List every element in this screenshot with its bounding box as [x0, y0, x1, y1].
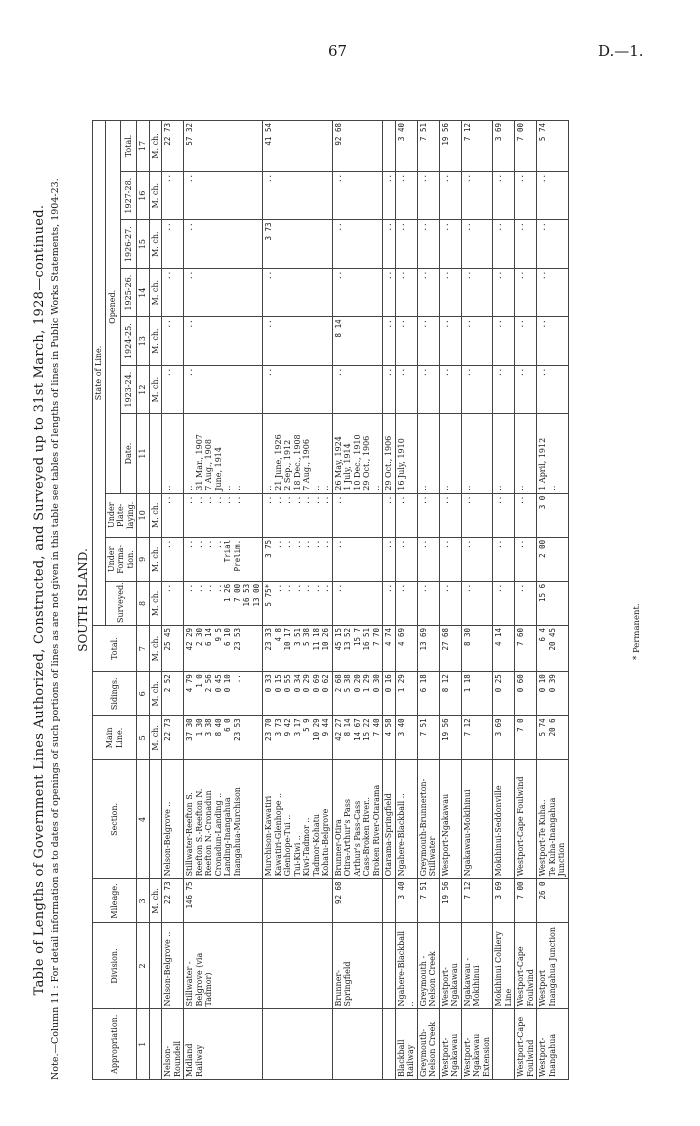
table-row: [493, 121, 515, 1080]
header-total: Total.: [93, 625, 137, 671]
cell-main: 3 69: [493, 716, 515, 760]
cell-formation: ..: [162, 537, 184, 581]
document-code: D.—1.: [598, 42, 644, 60]
header-1926-27: 1926-27.: [121, 220, 137, 268]
cell-surveyed: ..: [332, 581, 383, 625]
cell-formation: ..: [493, 537, 515, 581]
column-number: 11: [137, 414, 150, 493]
cell-y1925: ..: [332, 268, 383, 316]
cell-division: Westport Inangahua Junction: [537, 923, 569, 1009]
table-row: [395, 121, 417, 1080]
cell-appropriation: Westport-Cape Foulwind: [515, 1009, 537, 1080]
cell-surveyed: 5 75* .. .. .. .. .. ..: [263, 581, 333, 625]
cell-y1927: ..: [493, 171, 515, 219]
table-row: [263, 121, 333, 1080]
cell-date: ..: [493, 414, 515, 493]
cell-y1924: ..: [162, 317, 184, 365]
cell-mileage: 146 75: [184, 879, 263, 923]
table-row: [461, 121, 493, 1080]
cell-date: ..: [461, 414, 493, 493]
cell-y1926: ..: [417, 220, 439, 268]
cell-section: Westport-Ngakawau: [439, 760, 461, 879]
cell-main: 7 0: [515, 716, 537, 760]
cell-total: 7 60: [515, 625, 537, 671]
cell-mileage: 3 40: [395, 879, 417, 923]
header-division: Division.: [93, 923, 137, 1009]
column-number: 7: [137, 625, 150, 671]
cell-sidings: 0 10 0 39: [537, 672, 569, 716]
cell-mileage: 22 73: [162, 879, 184, 923]
cell-y1926: ..: [383, 220, 396, 268]
table-row: [332, 121, 383, 1080]
table-title: Table of Lengths of Government Lines Authorized, Constructed, and Surveyed up to 31st March, 1928—continued.: [32, 204, 47, 996]
cell-opened-total: 41 54: [263, 121, 333, 172]
cell-y1926: ..: [515, 220, 537, 268]
cell-plate: ..: [439, 493, 461, 537]
unit-label: [149, 1009, 162, 1080]
cell-y1926: ..: [162, 220, 184, 268]
cell-y1925: ..: [417, 268, 439, 316]
cell-sidings: 6 18: [417, 672, 439, 716]
cell-sidings: 8 12: [439, 672, 461, 716]
cell-division: [383, 923, 396, 1009]
column-number: 6: [137, 672, 150, 716]
cell-y1924: ..: [461, 317, 493, 365]
cell-y1924: 8 14: [332, 317, 383, 365]
cell-y1924: ..: [184, 317, 263, 365]
unit-label: M. ch.: [149, 537, 162, 581]
column-number: 5: [137, 716, 150, 760]
cell-y1924: ..: [493, 317, 515, 365]
cell-plate: ..: [417, 493, 439, 537]
cell-y1925: ..: [162, 268, 184, 316]
cell-appropriation: Midland Railway: [184, 1009, 263, 1080]
cell-formation: 2 00: [537, 537, 569, 581]
cell-opened-total: 5 74: [537, 121, 569, 172]
header-main-line: Main Line.: [93, 716, 137, 760]
cell-opened-total: 19 56: [439, 121, 461, 172]
unit-label: M. ch.: [149, 317, 162, 365]
cell-opened-total: 57 32: [184, 121, 263, 172]
cell-y1924: ..: [383, 317, 396, 365]
lines-table: [92, 120, 569, 1080]
unit-label: M. ch.: [149, 879, 162, 923]
cell-main: 19 56: [439, 716, 461, 760]
cell-opened-total: 7 00: [515, 121, 537, 172]
table-row: [515, 121, 537, 1080]
cell-main: 7 51: [417, 716, 439, 760]
cell-total: 45 15 13 52 15 7 16 51 7 70: [332, 625, 383, 671]
cell-appropriation: Westport-Ngakawau: [439, 1009, 461, 1080]
cell-total: 8 30: [461, 625, 493, 671]
cell-date: 26 May, 1924 1 July, 1914 10 Dec., 1910 29 Oct., 1906 ..: [332, 414, 383, 493]
cell-plate: .. .. .. .. .. ..: [184, 493, 263, 537]
cell-mileage: 7 12: [461, 879, 493, 923]
cell-division: Mokihinui Colliery Line: [493, 923, 515, 1009]
cell-division: Stillwater - Belgrove (via Tadmor): [184, 923, 263, 1009]
cell-date: 16 July, 1910: [395, 414, 417, 493]
cell-division: Ngahere-Blackball ..: [395, 923, 417, 1009]
column-number: 15: [137, 220, 150, 268]
cell-y1923: ..: [383, 365, 396, 413]
cell-section: Greymouth-Brunnerton-Stillwater: [417, 760, 439, 879]
cell-formation: ..: [417, 537, 439, 581]
table-row: [537, 121, 569, 1080]
header-date: Date.: [121, 414, 137, 493]
cell-y1927: ..: [417, 171, 439, 219]
cell-formation: ..: [383, 537, 396, 581]
cell-y1926: ..: [395, 220, 417, 268]
cell-section: Otarama-Springfield: [383, 760, 396, 879]
unit-label: [149, 923, 162, 1009]
unit-label: M. ch.: [149, 365, 162, 413]
cell-formation: ..: [395, 537, 417, 581]
cell-surveyed: ..: [417, 581, 439, 625]
cell-y1925: ..: [263, 268, 333, 316]
cell-y1926: ..: [493, 220, 515, 268]
cell-division: Nelson-Belgrove ..: [162, 923, 184, 1009]
cell-total: 23 33 4 8 10 17 3 51 5 38 11 18 10 26: [263, 625, 333, 671]
cell-date: ..: [515, 414, 537, 493]
cell-total: 4 74: [383, 625, 396, 671]
cell-date: 29 Oct., 1906: [383, 414, 396, 493]
cell-sidings: 2 52: [162, 672, 184, 716]
column-number: 14: [137, 268, 150, 316]
header-section: Section.: [93, 760, 137, 879]
cell-y1926: ..: [332, 220, 383, 268]
cell-section: Stillwater-Reefton S. Reefton S.-Reefton N. Reefton N.-Cronadun Cronadun-Landing .. Landing-Inangahua Inangahua-Murchison: [184, 760, 263, 879]
cell-date: 1 April, 1912 ..: [537, 414, 569, 493]
cell-division: [263, 923, 333, 1009]
cell-appropriation: [383, 1009, 396, 1080]
cell-surveyed: ..: [383, 581, 396, 625]
cell-y1927: ..: [395, 171, 417, 219]
cell-appropriation: [332, 1009, 383, 1080]
cell-y1923: ..: [395, 365, 417, 413]
cell-main: 4 58: [383, 716, 396, 760]
cell-y1923: ..: [461, 365, 493, 413]
cell-y1925: ..: [461, 268, 493, 316]
cell-formation: ..: [515, 537, 537, 581]
cell-mileage: [263, 879, 333, 923]
cell-mileage: 7 00: [515, 879, 537, 923]
cell-y1926: ..: [461, 220, 493, 268]
unit-label: [149, 414, 162, 493]
cell-main: 42 27 8 14 14 67 15 22 7 40: [332, 716, 383, 760]
column-number: 12: [137, 365, 150, 413]
cell-division: Ngakawau - Mokihinui: [461, 923, 493, 1009]
cell-appropriation: Westport-Ngakawau Extension: [461, 1009, 493, 1080]
cell-surveyed: ..: [395, 581, 417, 625]
cell-plate: ..: [493, 493, 515, 537]
cell-sidings: 0 60: [515, 672, 537, 716]
cell-division: Brunner-Springfield: [332, 923, 383, 1009]
cell-y1925: ..: [537, 268, 569, 316]
cell-sidings: 1 18: [461, 672, 493, 716]
cell-y1925: ..: [383, 268, 396, 316]
cell-section: Mokihinui-Seddonville: [493, 760, 515, 879]
cell-y1927: ..: [537, 171, 569, 219]
column-number-row: [137, 121, 150, 1080]
cell-surveyed: 15 6: [537, 581, 569, 625]
cell-plate: ..: [461, 493, 493, 537]
cell-total: 25 45: [162, 625, 184, 671]
cell-y1926: 3 73: [263, 220, 333, 268]
cell-section: Westport-Te Kuha.. Te Kuha-Inangahua Junction: [537, 760, 569, 879]
unit-label: M. ch.: [149, 171, 162, 219]
column-number: 9: [137, 537, 150, 581]
cell-y1927: ..: [263, 171, 333, 219]
cell-sidings: 0 25: [493, 672, 515, 716]
cell-y1923: ..: [493, 365, 515, 413]
page-number: 67: [328, 42, 348, 60]
table-note: Note.—Column 11 : For detail information as to dates of openings of such portions of lines as are not given in this table see tables of lengths of lines in Public Works Statements, 1904-23.: [50, 178, 61, 1080]
cell-y1923: ..: [184, 365, 263, 413]
rotated-table-region: [32, 100, 652, 1100]
cell-y1926: ..: [537, 220, 569, 268]
table-body: [162, 121, 569, 1080]
column-number: 4: [137, 760, 150, 879]
cell-appropriation: Blackball Railway: [395, 1009, 417, 1080]
units-row: [149, 121, 162, 1080]
cell-plate: ..: [332, 493, 383, 537]
unit-label: [149, 760, 162, 879]
cell-section: Ngahere-Blackball ..: [395, 760, 417, 879]
table-row: [383, 121, 396, 1080]
cell-section: Murchison-Kawatiri Kawatiri-Glenhope .. Glenhope-Tui .. Tui-Kiwi .. Kiwi-Tadmor .. Tadmor-Kohatu Kohatu-Belgrove: [263, 760, 333, 879]
cell-y1923: ..: [439, 365, 461, 413]
header-sidings: Sidings.: [93, 672, 137, 716]
column-number: 3: [137, 879, 150, 923]
footnote: * Permanent.: [632, 603, 642, 660]
cell-plate: ..: [383, 493, 396, 537]
cell-appropriation: [493, 1009, 515, 1080]
cell-y1924: ..: [417, 317, 439, 365]
header-appropriation: Appropriation.: [93, 1009, 137, 1080]
cell-y1923: ..: [417, 365, 439, 413]
header-1923-24: 1923-24.: [121, 365, 137, 413]
cell-division: Westport-Ngakawau: [439, 923, 461, 1009]
cell-main: 5 74 20 6: [537, 716, 569, 760]
unit-label: M. ch.: [149, 625, 162, 671]
cell-mileage: 19 56: [439, 879, 461, 923]
cell-plate: 3 0: [537, 493, 569, 537]
header-under-formation: Under Forma-tion.: [105, 537, 137, 581]
unit-label: M. ch.: [149, 268, 162, 316]
cell-surveyed: .. .. .. .. 1 26 7 00 16 53 13 00: [184, 581, 263, 625]
cell-y1927: ..: [461, 171, 493, 219]
unit-label: M. ch.: [149, 220, 162, 268]
unit-label: M. ch.: [149, 716, 162, 760]
cell-appropriation: [263, 1009, 333, 1080]
unit-label: M. ch.: [149, 493, 162, 537]
cell-appropriation: Greymouth-Nelson Creek: [417, 1009, 439, 1080]
cell-section: Ngakawau-Mokihinui: [461, 760, 493, 879]
cell-y1926: ..: [439, 220, 461, 268]
island-heading: SOUTH ISLAND.: [76, 548, 90, 652]
cell-mileage: [383, 879, 396, 923]
cell-plate: ..: [515, 493, 537, 537]
cell-date: .. 31 Mar., 1907 7 Aug., 1908 June, 1914 .. ..: [184, 414, 263, 493]
table-row: [162, 121, 184, 1080]
cell-y1925: ..: [493, 268, 515, 316]
cell-appropriation: Nelson-Roundell: [162, 1009, 184, 1080]
cell-total: 27 68: [439, 625, 461, 671]
cell-opened-total: [383, 121, 396, 172]
cell-section: Brunner-Otira Otira-Arthur's Pass Arthur's Pass-Cass Cass-Broken River.. Broken River-Otarama: [332, 760, 383, 879]
cell-appropriation: Westport-Inangahua: [537, 1009, 569, 1080]
cell-opened-total: 3 69: [493, 121, 515, 172]
cell-y1923: ..: [515, 365, 537, 413]
cell-surveyed: ..: [515, 581, 537, 625]
column-number: 2: [137, 923, 150, 1009]
cell-surveyed: ..: [162, 581, 184, 625]
cell-y1924: ..: [263, 317, 333, 365]
cell-opened-total: 22 73: [162, 121, 184, 172]
table-row: [417, 121, 439, 1080]
header-opened: Opened.: [105, 121, 121, 494]
cell-surveyed: ..: [439, 581, 461, 625]
cell-y1924: ..: [439, 317, 461, 365]
header-1927-28: 1927-28.: [121, 171, 137, 219]
unit-label: M. ch.: [149, 581, 162, 625]
cell-mileage: 92 68: [332, 879, 383, 923]
cell-y1927: ..: [515, 171, 537, 219]
cell-y1927: ..: [184, 171, 263, 219]
cell-formation: ..: [332, 537, 383, 581]
header-1924-25: 1924-25.: [121, 317, 137, 365]
header-state-of-line: State of Line.: [93, 121, 106, 626]
cell-main: 37 30 1 30 3 38 8 40 6 0 23 53: [184, 716, 263, 760]
cell-opened-total: 92 68: [332, 121, 383, 172]
cell-y1927: ..: [332, 171, 383, 219]
cell-y1927: ..: [439, 171, 461, 219]
cell-date: ..: [439, 414, 461, 493]
header-1925-26: 1925-26.: [121, 268, 137, 316]
header-under-plate-laying: Under Plate-laying.: [105, 493, 137, 537]
cell-y1927: ..: [162, 171, 184, 219]
cell-plate: ..: [162, 493, 184, 537]
cell-division: Greymouth - Nelson Creek: [417, 923, 439, 1009]
cell-y1924: ..: [395, 317, 417, 365]
cell-date: .. 21 June, 1926 2 Sep., 1912 18 Dec., 1908 7 Aug., 1906 .. ..: [263, 414, 333, 493]
cell-y1923: ..: [332, 365, 383, 413]
cell-opened-total: 3 40: [395, 121, 417, 172]
cell-main: 3 40: [395, 716, 417, 760]
cell-formation: ..: [461, 537, 493, 581]
cell-sidings: 0 33 0 15 0 55 0 34 0 29 0 69 0 62: [263, 672, 333, 716]
cell-division: Westport-Cape Foulwind: [515, 923, 537, 1009]
cell-total: 6 4 20 45: [537, 625, 569, 671]
cell-main: 23 70 3 73 9 42 3 17 5 9 10 29 9 44: [263, 716, 333, 760]
cell-y1923: ..: [162, 365, 184, 413]
cell-total: 4 14: [493, 625, 515, 671]
cell-y1927: ..: [383, 171, 396, 219]
cell-main: 22 73: [162, 716, 184, 760]
column-number: 10: [137, 493, 150, 537]
cell-y1923: ..: [263, 365, 333, 413]
cell-sidings: 2 68 5 38 0 20 1 29 0 30: [332, 672, 383, 716]
cell-total: 13 69: [417, 625, 439, 671]
cell-mileage: 3 69: [493, 879, 515, 923]
cell-surveyed: ..: [461, 581, 493, 625]
cell-date: ..: [417, 414, 439, 493]
cell-total: 42 29 2 30 6 14 9 5 6 10 23 53: [184, 625, 263, 671]
unit-label: M. ch.: [149, 672, 162, 716]
cell-y1924: ..: [515, 317, 537, 365]
column-number: 8: [137, 581, 150, 625]
cell-sidings: 1 29: [395, 672, 417, 716]
column-number: 17: [137, 121, 150, 172]
cell-date: ..: [162, 414, 184, 493]
cell-y1925: ..: [439, 268, 461, 316]
table-row: [184, 121, 263, 1080]
cell-mileage: 7 51: [417, 879, 439, 923]
cell-formation: 3 75 .. .. .. .. .. ..: [263, 537, 333, 581]
cell-formation: .. .. .. .. Trial Prelim.: [184, 537, 263, 581]
cell-surveyed: ..: [493, 581, 515, 625]
cell-section: Westport-Cape Foulwind: [515, 760, 537, 879]
cell-opened-total: 7 51: [417, 121, 439, 172]
cell-mileage: 26 0: [537, 879, 569, 923]
column-number: 16: [137, 171, 150, 219]
unit-label: M. ch.: [149, 121, 162, 172]
cell-y1925: ..: [515, 268, 537, 316]
cell-sidings: 0 16: [383, 672, 396, 716]
cell-sidings: 4 79 1 0 2 56 0 45 0 10 ..: [184, 672, 263, 716]
cell-y1926: ..: [184, 220, 263, 268]
cell-y1924: ..: [537, 317, 569, 365]
cell-main: 7 12: [461, 716, 493, 760]
header-mileage: Mileage.: [93, 879, 137, 923]
column-number: 13: [137, 317, 150, 365]
cell-plate: .. .. .. .. .. .. ..: [263, 493, 333, 537]
cell-formation: ..: [439, 537, 461, 581]
cell-plate: ..: [395, 493, 417, 537]
header-surveyed: Surveyed.: [105, 581, 137, 625]
cell-total: 4 69: [395, 625, 417, 671]
cell-y1925: ..: [184, 268, 263, 316]
cell-opened-total: 7 12: [461, 121, 493, 172]
cell-section: Nelson-Belgrove ..: [162, 760, 184, 879]
column-number: 1: [137, 1009, 150, 1080]
header-opened-total: Total.: [121, 121, 137, 172]
cell-y1923: ..: [537, 365, 569, 413]
cell-y1925: ..: [395, 268, 417, 316]
table-row: [439, 121, 461, 1080]
